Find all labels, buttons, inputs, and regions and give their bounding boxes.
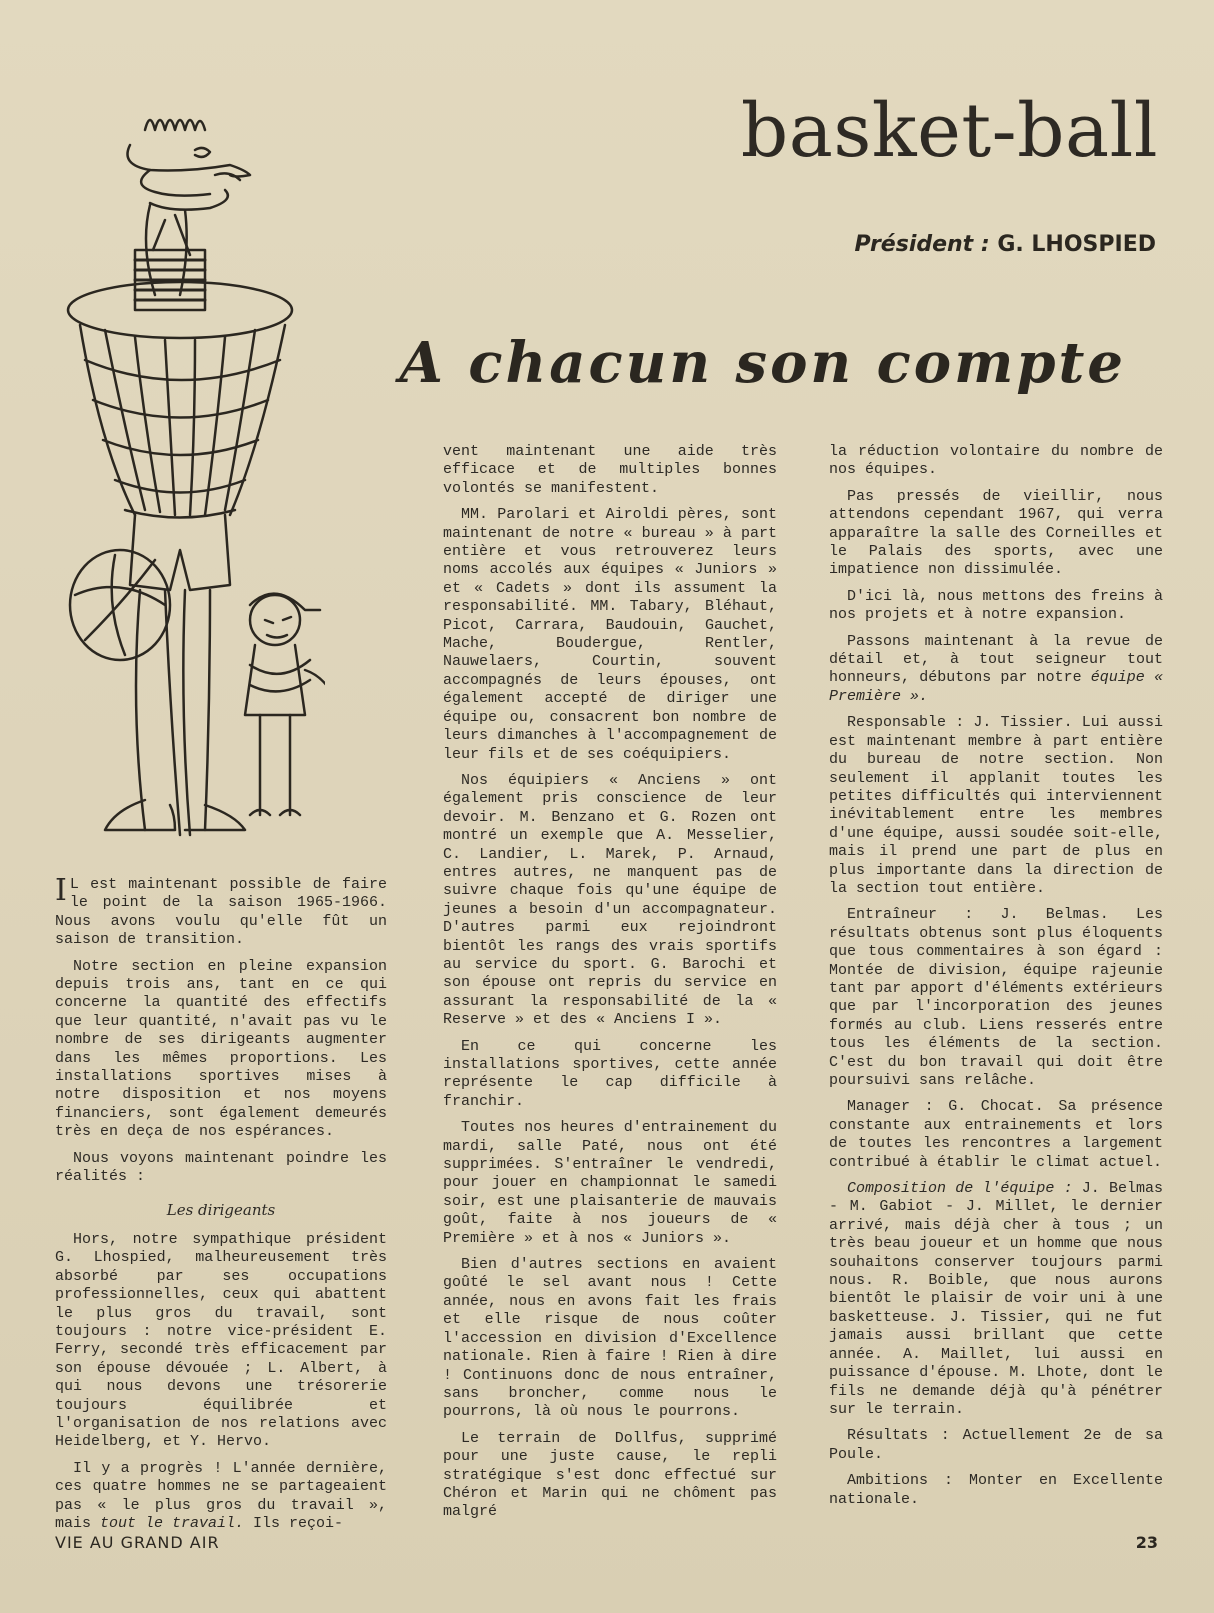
paragraph: [55, 1460, 387, 1534]
paragraph: En ce qui concerne les installations sportives, cette année représente le cap difficile à franchir.: [443, 1037, 777, 1110]
paragraph: [829, 633, 1163, 707]
paragraph: Toutes nos heures d'entrainement du mardi, salle Paté, nous ont été supprimées. S'entraîner le vendredi, pour jouer en championnat le samedi soir, est une plaisanterie de mauvais goût, faite à nos joueurs de « Première » et à nos « Juniors ».: [443, 1119, 777, 1247]
paragraph: Résultats : Actuellement 2e de sa Poule.: [829, 1427, 1163, 1463]
basketball-player-illustration: [55, 100, 325, 840]
paragraph: Entraîneur : J. Belmas. Les résultats obtenus sont plus éloquents que tous commentaires à son égard : Montée de division, équipe rajeunie tant par apport d'éléments extérieurs que par l'incorporation des jeunes formés au club. Liens resserés entre tous les éléments de la section. C'est du bon travail qui doit être poursuivi sans relâche.: [829, 906, 1163, 1089]
president-name: G. LHOSPIED: [997, 232, 1156, 257]
paragraph: Manager : G. Chocat. Sa présence constante aux entrainements et lors de toutes les rencontres a largement contribué à établir le climat actuel.: [829, 1098, 1163, 1171]
paragraph: Notre section en pleine expansion depuis trois ans, tant en ce qui concerne la quantité des effectifs que leur quantité, n'avait pas vu le nombre de ses dirigeants augmenter dans les mêmes proportions. Les installations sportives mises à notre disposition et nos moyens financiers, sont également demeurés très en deça de nos espérances.: [55, 957, 387, 1141]
paragraph: la réduction volontaire du nombre de nos équipes.: [829, 443, 1163, 479]
president-label: Président :: [854, 232, 990, 257]
paragraph: Responsable : J. Tissier. Lui aussi est maintenant membre à part entière du bureau de notre section. Non seulement il applanit toutes les petites difficultés qui interviennent inévitablement entre les membres d'une équipe, aussi soudée soit-elle, mais il prend une part de plus en plus importante dans la direction de la section tout entière.: [829, 714, 1163, 897]
paragraph: D'ici là, nous mettons des freins à nos projets et à notre expansion.: [829, 587, 1163, 624]
subheading: Les dirigeants: [166, 1200, 276, 1219]
paragraph: MM. Parolari et Airoldi pères, sont maintenant de notre « bureau » à part entière et vous retrouverez leurs noms accolés aux équipes « Juniors » et « Cadets » dont ils assument la responsabilité. MM. Tabary, Bléhaut, Picot, Carrara, Baudouin, Gauchet, Mache, Boudergue, Rentler, Nauwelaers, Courtin, souvent accompagnés de leurs épouses, ont également accepté de diriger une équipe ou, consacrent bon nombre de leurs dimanches à l'accompagnement de leur fils et de ses coéquipiers.: [443, 506, 777, 763]
article-headline: A chacun son compte: [399, 330, 1126, 396]
text-run: Ils reçoi-: [244, 1515, 344, 1532]
page-number: 23: [1135, 1533, 1158, 1552]
paragraph: Ambitions : Monter en Excellente nationale.: [829, 1472, 1163, 1508]
paragraph: Nous voyons maintenant poindre les réalités :: [55, 1149, 387, 1186]
paragraph: Pas pressés de vieillir, nous attendons cependant 1967, qui verra apparaître la salle des Corneilles et le Palais des sports, avec une impatience non dissimulée.: [829, 487, 1163, 579]
article-column-2: [443, 443, 777, 1530]
article-column-3: [829, 443, 1163, 1517]
paragraph: [829, 1180, 1163, 1419]
text-run: Il y a progrès ! L'année dernière, ces quatre hommes ne se partageaient pas « le plus gros du travail », mais: [55, 1459, 387, 1532]
paragraph: vent maintenant une aide très efficace et de multiples bonnes volontés se manifestent.: [443, 443, 777, 497]
article-column-1: [55, 873, 387, 1541]
paragraph: Le terrain de Dollfus, supprimé pour une juste cause, le repli stratégique s'est donc effectué sur Chéron et Marin qui ne chôment pas malgré: [443, 1429, 777, 1521]
emphasis-text: tout le travail.: [100, 1515, 245, 1532]
emphasis-text: Composition de l'équipe :: [847, 1180, 1073, 1198]
paragraph: Hors, notre sympathique président G. Lhospied, malheureusement très absorbé par ses occupations professionnelles, ceux qui abattent le plus gros du travail, sont toujours : notre vice-président E. Ferry, secondé très efficacement par son épouse dévouée ; L. Albert, à qui nous devons une trésorerie toujours équilibrée et l'organisation de nos relations avec Heidelberg, et Y. Hervo.: [55, 1230, 387, 1451]
paragraph: Nos équipiers « Anciens » ont également pris conscience de leur devoir. M. Benzano et G. Rozen ont montré un exemple que A. Messelier, C. Landier, L. Marek, P. Arnaud, entres autres, ne manquent pas de suivre chaque fois qu'une équipe de jeunes a besoin d'un accompagnateur. D'autres parmi eux rejoindront bientôt les rangs des vrais sportifs au service du sport. G. Barochi et son épouse ont repris du service en assurant la responsabilité de la « Reserve » et des « Anciens I ».: [443, 771, 777, 1029]
president-line: [855, 232, 1157, 257]
intro-paragraph: [55, 873, 387, 950]
paragraph: Bien d'autres sections en avaient goûté le sel avant nous ! Cette année, nous en avons fait les frais et elle risque de nous coûter l'accession en division d'Excellence nationale. Rien à faire ! Rien à dire ! Continuons donc de nous entraîner, sans broncher, comme nous le pourrons, là où nous le pourrons.: [443, 1256, 777, 1421]
drop-cap: I: [55, 873, 67, 908]
section-title: basket-ball: [740, 88, 1158, 174]
emphasis-text: équipe « Première ».: [829, 669, 1163, 705]
text-run: Passons maintenant à la revue de détail et, à tout seigneur tout honneurs, débutons par notre: [829, 632, 1163, 687]
text-run: J. Belmas - M. Gabiot - J. Millet, le dernier arrivé, mais déjà cher à tous ; un très beau joueur et un homme que nous souhaitons conserver toujours parmi nous. R. Boible, que nous aurons bientôt le plaisir de voir uni à une basketteuse. J. Tissier, qui ne fut jamais aussi brillant que cette année. A. Maillet, lui aussi en puissance d'épouse. M. Lhote, dont le fils ne demande déjà qu'à pénétrer sur le terrain.: [829, 1180, 1163, 1418]
intro-text: L est maintenant possible de faire le point de la saison 1965-1966. Nous avons voulu qu'elle fût un saison de transition.: [55, 876, 387, 949]
magazine-name: VIE AU GRAND AIR: [55, 1533, 220, 1552]
